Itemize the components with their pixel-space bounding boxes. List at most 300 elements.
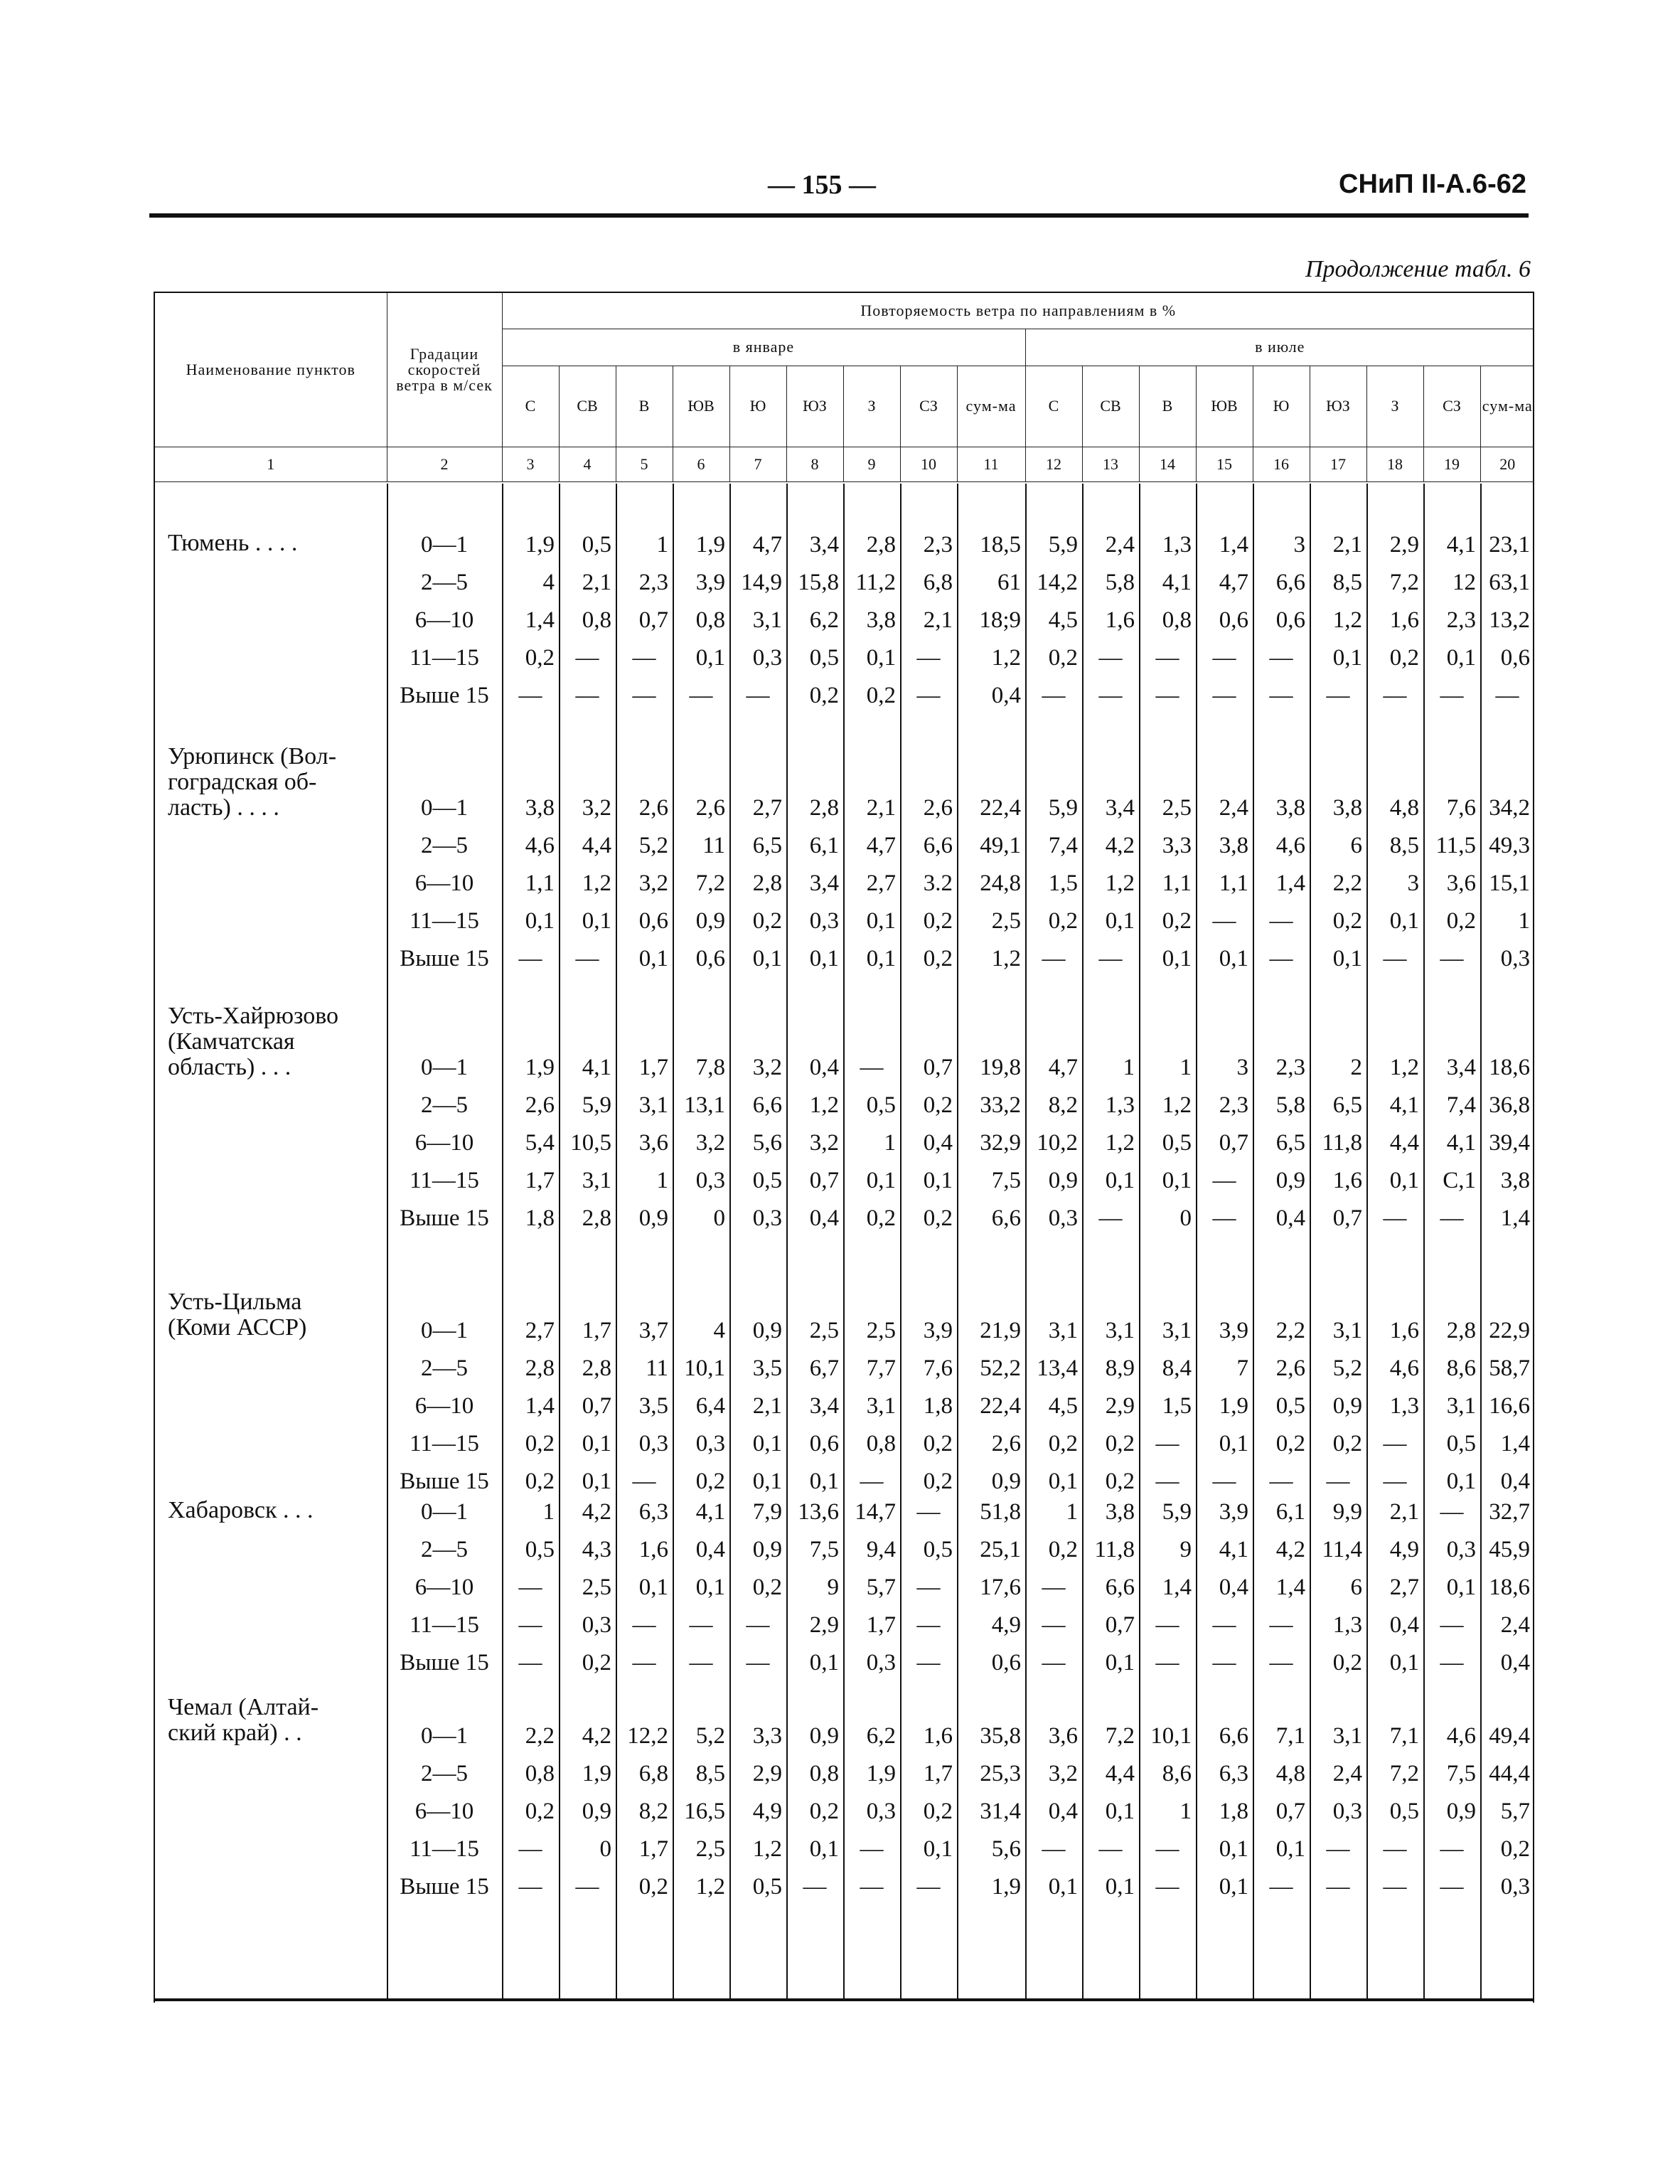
station-name: Усть-Хайрюзово (Камчатская область) . . . bbox=[168, 1003, 339, 1080]
value-cell: 1,6 bbox=[923, 1723, 953, 1749]
value-cell: 0,4 bbox=[1500, 1469, 1530, 1494]
value-cell: 4,2 bbox=[582, 1499, 611, 1525]
value-cell: 3,2 bbox=[752, 1055, 782, 1080]
value-cell: 0,5 bbox=[809, 645, 839, 671]
value-cell: 0,1 bbox=[1332, 645, 1362, 671]
value-cell: 1,2 bbox=[1389, 1055, 1419, 1080]
value-cell: 7,6 bbox=[1446, 795, 1476, 821]
value-cell: 5,9 bbox=[1048, 795, 1078, 821]
value-cell: — bbox=[860, 1874, 884, 1900]
value-cell: 3,1 bbox=[1105, 1318, 1135, 1343]
column-number: 14 bbox=[1139, 447, 1196, 481]
table-row bbox=[155, 1531, 1530, 1568]
value-cell: — bbox=[916, 1650, 941, 1676]
value-cell: 1,2 bbox=[991, 645, 1021, 671]
speed-gradation: 0—1 bbox=[421, 532, 468, 558]
value-cell: — bbox=[1212, 1469, 1236, 1494]
value-cell: 1 bbox=[656, 1168, 668, 1193]
value-cell: — bbox=[632, 1650, 656, 1676]
value-cell: 1,6 bbox=[1389, 607, 1419, 633]
value-cell: 0,1 bbox=[638, 1575, 668, 1600]
value-cell: 6,4 bbox=[695, 1393, 725, 1419]
value-cell: 4,6 bbox=[525, 833, 555, 858]
column-number: 1 bbox=[155, 447, 387, 481]
value-cell: — bbox=[1042, 1612, 1066, 1638]
value-cell: — bbox=[1212, 908, 1236, 934]
value-cell: 0,5 bbox=[1275, 1393, 1305, 1419]
table-row bbox=[155, 677, 1530, 714]
value-cell: 4,4 bbox=[1105, 1761, 1135, 1786]
table-row bbox=[155, 1200, 1530, 1237]
value-cell: 6,6 bbox=[752, 1092, 782, 1118]
value-cell: 0,1 bbox=[1389, 1168, 1419, 1193]
value-cell: 2,9 bbox=[1389, 532, 1419, 558]
value-cell: — bbox=[1098, 946, 1123, 971]
value-cell: 2,1 bbox=[923, 607, 953, 633]
value-cell: 0,1 bbox=[1219, 1874, 1248, 1900]
value-cell: 61 bbox=[997, 570, 1021, 595]
value-cell: 0,4 bbox=[991, 683, 1021, 708]
value-cell: 6,6 bbox=[1105, 1575, 1135, 1600]
table-row bbox=[155, 865, 1530, 902]
value-cell: 1,2 bbox=[582, 870, 611, 896]
value-cell: 0,2 bbox=[1332, 1650, 1362, 1676]
value-cell: 5,8 bbox=[1105, 570, 1135, 595]
value-cell: 5,9 bbox=[1162, 1499, 1192, 1525]
value-cell: — bbox=[1269, 1469, 1293, 1494]
value-cell: — bbox=[689, 1612, 713, 1638]
column-rule bbox=[1082, 484, 1084, 1998]
value-cell: 0,5 bbox=[752, 1168, 782, 1193]
value-cell: 2,3 bbox=[1446, 607, 1476, 633]
station-name: Урюпинск (Вол- гоградская об- ласть) . . . . bbox=[168, 743, 337, 821]
value-cell: 14,2 bbox=[1037, 570, 1078, 595]
value-cell: 0,2 bbox=[1105, 1469, 1135, 1494]
value-cell: 0,2 bbox=[923, 908, 953, 934]
value-cell: 3 bbox=[1293, 532, 1305, 558]
value-cell: 7,8 bbox=[695, 1055, 725, 1080]
value-cell: 3 bbox=[1236, 1055, 1248, 1080]
value-cell: 0,2 bbox=[923, 946, 953, 971]
table-row bbox=[155, 1425, 1530, 1462]
value-cell: 0,6 bbox=[1219, 607, 1248, 633]
speed-gradation: 2—5 bbox=[421, 1092, 468, 1118]
value-cell: 0,1 bbox=[1219, 1836, 1248, 1862]
value-cell: — bbox=[1440, 1650, 1464, 1676]
value-cell: — bbox=[1155, 1469, 1179, 1494]
value-cell: — bbox=[689, 683, 713, 708]
value-cell: — bbox=[1155, 1431, 1179, 1456]
value-cell: 3,9 bbox=[1219, 1318, 1248, 1343]
value-cell: 0 bbox=[713, 1205, 725, 1231]
speed-gradation: 2—5 bbox=[421, 1355, 468, 1381]
value-cell: 0,8 bbox=[809, 1761, 839, 1786]
value-cell: 0,4 bbox=[1048, 1799, 1078, 1824]
value-cell: 0,4 bbox=[695, 1537, 725, 1562]
jul-direction-header: СЗ bbox=[1423, 366, 1480, 447]
value-cell: — bbox=[632, 1612, 656, 1638]
value-cell: 1,4 bbox=[1275, 1575, 1305, 1600]
value-cell: 3,9 bbox=[695, 570, 725, 595]
table-row bbox=[155, 1087, 1530, 1124]
value-cell: 6,1 bbox=[1275, 1499, 1305, 1525]
value-cell: 3,4 bbox=[809, 532, 839, 558]
value-cell: 49,1 bbox=[980, 833, 1021, 858]
column-rule bbox=[957, 484, 958, 1998]
value-cell: 9,9 bbox=[1332, 1499, 1362, 1525]
value-cell: — bbox=[1326, 1469, 1350, 1494]
value-cell: 4,5 bbox=[1048, 607, 1078, 633]
value-cell: 0,2 bbox=[1048, 1537, 1078, 1562]
value-cell: 3,7 bbox=[638, 1318, 668, 1343]
speed-gradation: 6—10 bbox=[414, 1130, 474, 1156]
value-cell: 0,9 bbox=[752, 1318, 782, 1343]
value-cell: 3,3 bbox=[1162, 833, 1192, 858]
value-cell: — bbox=[916, 645, 941, 671]
value-cell: 25,1 bbox=[980, 1537, 1021, 1562]
column-rule bbox=[1310, 484, 1311, 1998]
value-cell: С,1 bbox=[1443, 1168, 1476, 1193]
value-cell: — bbox=[1383, 1836, 1407, 1862]
value-cell: 4,9 bbox=[752, 1799, 782, 1824]
value-cell: 1,7 bbox=[582, 1318, 611, 1343]
value-cell: 0,7 bbox=[582, 1393, 611, 1419]
speed-gradation: 0—1 bbox=[421, 1499, 468, 1525]
value-cell: 19,8 bbox=[980, 1055, 1021, 1080]
table-row bbox=[155, 1049, 1530, 1086]
value-cell: 0,3 bbox=[1446, 1537, 1476, 1562]
value-cell: 2,5 bbox=[991, 908, 1021, 934]
column-rule bbox=[1366, 484, 1368, 1998]
value-cell: 0,1 bbox=[866, 908, 896, 934]
value-cell: 0,2 bbox=[809, 683, 839, 708]
value-cell: 6,5 bbox=[1275, 1130, 1305, 1156]
value-cell: — bbox=[518, 1575, 542, 1600]
header-rule bbox=[149, 213, 1529, 218]
value-cell: 32,7 bbox=[1489, 1499, 1530, 1525]
value-cell: — bbox=[1440, 1499, 1464, 1525]
value-cell: 3,1 bbox=[866, 1393, 896, 1419]
value-cell: 6,1 bbox=[809, 833, 839, 858]
value-cell: 7 bbox=[1236, 1355, 1248, 1381]
value-cell: 0,1 bbox=[695, 1575, 725, 1600]
value-cell: — bbox=[803, 1874, 827, 1900]
table-row bbox=[155, 602, 1530, 639]
value-cell: 2,4 bbox=[1332, 1761, 1362, 1786]
value-cell: — bbox=[1326, 1836, 1350, 1862]
speed-gradation: Выше 15 bbox=[400, 946, 489, 971]
value-cell: — bbox=[518, 1612, 542, 1638]
speed-gradation: 6—10 bbox=[414, 607, 474, 633]
value-cell: — bbox=[1212, 1650, 1236, 1676]
value-cell: 2,8 bbox=[582, 1355, 611, 1381]
column-number: 7 bbox=[729, 447, 786, 481]
value-cell: 1,5 bbox=[1162, 1393, 1192, 1419]
value-cell: 1,4 bbox=[1275, 870, 1305, 896]
value-cell: 0,1 bbox=[752, 1431, 782, 1456]
speed-gradation: 0—1 bbox=[421, 795, 468, 821]
value-cell: 52,2 bbox=[980, 1355, 1021, 1381]
table-row bbox=[155, 902, 1530, 939]
value-cell: 15,1 bbox=[1489, 870, 1530, 896]
speed-gradation: 11—15 bbox=[410, 1168, 479, 1193]
value-cell: 0,2 bbox=[525, 1799, 555, 1824]
column-number: 3 bbox=[502, 447, 559, 481]
value-cell: 1,9 bbox=[991, 1874, 1021, 1900]
value-cell: 0,4 bbox=[1219, 1575, 1248, 1600]
speed-gradation: 6—10 bbox=[414, 870, 474, 896]
value-cell: — bbox=[1326, 1874, 1350, 1900]
value-cell: 10,1 bbox=[1150, 1723, 1192, 1749]
jul-direction-header: сум-ма bbox=[1480, 366, 1534, 447]
value-cell: 7,5 bbox=[1446, 1761, 1476, 1786]
value-cell: — bbox=[860, 1469, 884, 1494]
value-cell: 0,1 bbox=[752, 1469, 782, 1494]
value-cell: 0,1 bbox=[1219, 946, 1248, 971]
column-number: 5 bbox=[616, 447, 673, 481]
value-cell: 0,3 bbox=[1332, 1799, 1362, 1824]
value-cell: 58,7 bbox=[1489, 1355, 1530, 1381]
value-cell: 9 bbox=[1179, 1537, 1192, 1562]
value-cell: 3,8 bbox=[525, 795, 555, 821]
value-cell: — bbox=[1440, 683, 1464, 708]
value-cell: 31,4 bbox=[980, 1799, 1021, 1824]
value-cell: 2,1 bbox=[866, 795, 896, 821]
value-cell: 1,3 bbox=[1162, 532, 1192, 558]
value-cell: 0,8 bbox=[695, 607, 725, 633]
value-cell: 13,1 bbox=[684, 1092, 725, 1118]
value-cell: 4,9 bbox=[991, 1612, 1021, 1638]
column-number: 15 bbox=[1196, 447, 1253, 481]
value-cell: — bbox=[1383, 946, 1407, 971]
value-cell: 1,4 bbox=[1500, 1205, 1530, 1231]
value-cell: 3,2 bbox=[1048, 1761, 1078, 1786]
column-number: 6 bbox=[673, 447, 729, 481]
value-cell: 3,8 bbox=[1275, 795, 1305, 821]
value-cell: 6,3 bbox=[1219, 1761, 1248, 1786]
value-cell: 4,7 bbox=[1048, 1055, 1078, 1080]
value-cell: 1,4 bbox=[525, 1393, 555, 1419]
value-cell: 6,2 bbox=[809, 607, 839, 633]
jul-direction-header: СВ bbox=[1082, 366, 1139, 447]
value-cell: 3,8 bbox=[1500, 1168, 1530, 1193]
value-cell: 2,3 bbox=[1219, 1092, 1248, 1118]
value-cell: 49,4 bbox=[1489, 1723, 1530, 1749]
value-cell: 1,4 bbox=[525, 607, 555, 633]
value-cell: 0,9 bbox=[809, 1723, 839, 1749]
speed-gradation: Выше 15 bbox=[400, 1469, 489, 1494]
value-cell: 7,2 bbox=[1389, 1761, 1419, 1786]
value-cell: — bbox=[860, 1055, 884, 1080]
value-cell: 0,1 bbox=[866, 1168, 896, 1193]
value-cell: 3,2 bbox=[695, 1130, 725, 1156]
value-cell: 4,6 bbox=[1446, 1723, 1476, 1749]
column-number: 13 bbox=[1082, 447, 1139, 481]
table-row bbox=[155, 1387, 1530, 1424]
table-row bbox=[155, 1755, 1530, 1792]
value-cell: 1,2 bbox=[752, 1836, 782, 1862]
value-cell: 1 bbox=[1123, 1055, 1135, 1080]
column-rule bbox=[900, 484, 901, 1998]
value-cell: 0,1 bbox=[582, 1431, 611, 1456]
value-cell: — bbox=[1155, 1650, 1179, 1676]
value-cell: 6,6 bbox=[1219, 1723, 1248, 1749]
value-cell: 0,9 bbox=[1275, 1168, 1305, 1193]
value-cell: 4,9 bbox=[1389, 1537, 1419, 1562]
value-cell: 0,2 bbox=[923, 1431, 953, 1456]
value-cell: 0,4 bbox=[1389, 1612, 1419, 1638]
column-rule bbox=[1423, 484, 1425, 1998]
value-cell: — bbox=[1269, 645, 1293, 671]
value-cell: — bbox=[1042, 1650, 1066, 1676]
table-row bbox=[155, 526, 1530, 563]
column-rule bbox=[1480, 484, 1482, 1998]
value-cell: 0,7 bbox=[1275, 1799, 1305, 1824]
column-number: 18 bbox=[1366, 447, 1423, 481]
table-row bbox=[155, 940, 1530, 977]
value-cell: 2,6 bbox=[695, 795, 725, 821]
value-cell: 3,5 bbox=[752, 1355, 782, 1381]
value-cell: 2,3 bbox=[638, 570, 668, 595]
value-cell: — bbox=[1440, 1205, 1464, 1231]
value-cell: 0,6 bbox=[1500, 645, 1530, 671]
column-number: 11 bbox=[957, 447, 1025, 481]
value-cell: 1,1 bbox=[525, 870, 555, 896]
speed-gradation: Выше 15 bbox=[400, 683, 489, 708]
value-cell: — bbox=[1098, 683, 1123, 708]
jan-direction-header: В bbox=[616, 366, 673, 447]
value-cell: 2,2 bbox=[1275, 1318, 1305, 1343]
value-cell: 3,1 bbox=[752, 607, 782, 633]
value-cell: — bbox=[1098, 1205, 1123, 1231]
value-cell: 0,7 bbox=[1332, 1205, 1362, 1231]
value-cell: — bbox=[916, 1499, 941, 1525]
value-cell: 1,2 bbox=[695, 1874, 725, 1900]
value-cell: 0,7 bbox=[1105, 1612, 1135, 1638]
value-cell: — bbox=[746, 1612, 770, 1638]
value-cell: 4,7 bbox=[752, 532, 782, 558]
value-cell: 2,8 bbox=[525, 1355, 555, 1381]
station-name: Хабаровск . . . bbox=[168, 1497, 314, 1523]
value-cell: 7,1 bbox=[1275, 1723, 1305, 1749]
value-cell: 2,7 bbox=[1389, 1575, 1419, 1600]
value-cell: 1,7 bbox=[866, 1612, 896, 1638]
value-cell: 7,2 bbox=[1105, 1723, 1135, 1749]
column-rule bbox=[616, 484, 617, 1998]
value-cell: 3,3 bbox=[752, 1723, 782, 1749]
value-cell: 3,1 bbox=[1162, 1318, 1192, 1343]
value-cell: 33,2 bbox=[980, 1092, 1021, 1118]
value-cell: 0,1 bbox=[923, 1168, 953, 1193]
value-cell: 0,1 bbox=[866, 645, 896, 671]
value-cell: 14,7 bbox=[855, 1499, 896, 1525]
value-cell: 0,6 bbox=[638, 908, 668, 934]
value-cell: 0,2 bbox=[1332, 908, 1362, 934]
column-number: 16 bbox=[1253, 447, 1310, 481]
value-cell: 8,6 bbox=[1162, 1761, 1192, 1786]
value-cell: 7,4 bbox=[1048, 833, 1078, 858]
value-cell: 0,9 bbox=[752, 1537, 782, 1562]
value-cell: — bbox=[518, 683, 542, 708]
value-cell: — bbox=[746, 683, 770, 708]
value-cell: — bbox=[916, 1612, 941, 1638]
col-name-header: Наименование пунктов bbox=[155, 293, 387, 447]
value-cell: 21,9 bbox=[980, 1318, 1021, 1343]
value-cell: 0,1 bbox=[1446, 1469, 1476, 1494]
value-cell: 0,1 bbox=[1105, 1168, 1135, 1193]
value-cell: 11 bbox=[702, 833, 725, 858]
value-cell: 1 bbox=[1066, 1499, 1078, 1525]
value-cell: 0,2 bbox=[923, 1092, 953, 1118]
value-cell: 2,5 bbox=[582, 1575, 611, 1600]
value-cell: 0,1 bbox=[1219, 1431, 1248, 1456]
value-cell: — bbox=[1212, 1168, 1236, 1193]
value-cell: 4,2 bbox=[1105, 833, 1135, 858]
value-cell: 1,6 bbox=[1105, 607, 1135, 633]
value-cell: 3,6 bbox=[1446, 870, 1476, 896]
value-cell: — bbox=[1326, 683, 1350, 708]
value-cell: 3,2 bbox=[809, 1130, 839, 1156]
value-cell: 6,8 bbox=[638, 1761, 668, 1786]
value-cell: 3,8 bbox=[866, 607, 896, 633]
value-cell: 0,2 bbox=[582, 1650, 611, 1676]
value-cell: 0,1 bbox=[809, 946, 839, 971]
jan-direction-header: ЮВ bbox=[673, 366, 729, 447]
value-cell: 0,7 bbox=[923, 1055, 953, 1080]
value-cell: 36,8 bbox=[1489, 1092, 1530, 1118]
value-cell: 2,9 bbox=[1105, 1393, 1135, 1419]
speed-gradation: 6—10 bbox=[414, 1393, 474, 1419]
value-cell: 4,3 bbox=[582, 1537, 611, 1562]
value-cell: 4,7 bbox=[1219, 570, 1248, 595]
value-cell: 6,3 bbox=[638, 1499, 668, 1525]
value-cell: 2,2 bbox=[525, 1723, 555, 1749]
value-cell: 6,5 bbox=[752, 833, 782, 858]
value-cell: 0,2 bbox=[1389, 645, 1419, 671]
column-rule bbox=[387, 484, 388, 1998]
value-cell: 8,5 bbox=[1332, 570, 1362, 595]
value-cell: 0 bbox=[1179, 1205, 1192, 1231]
value-cell: 8,5 bbox=[1389, 833, 1419, 858]
value-cell: — bbox=[1269, 1612, 1293, 1638]
value-cell: 0,3 bbox=[1048, 1205, 1078, 1231]
value-cell: 3,4 bbox=[1446, 1055, 1476, 1080]
value-cell: 32,9 bbox=[980, 1130, 1021, 1156]
value-cell: 0,4 bbox=[809, 1205, 839, 1231]
column-rule bbox=[1253, 484, 1254, 1998]
value-cell: 7,9 bbox=[752, 1499, 782, 1525]
value-cell: 3,8 bbox=[1219, 833, 1248, 858]
jan-direction-header: ЮЗ bbox=[786, 366, 843, 447]
value-cell: 11,8 bbox=[1322, 1130, 1362, 1156]
jul-direction-header: ЮЗ bbox=[1310, 366, 1366, 447]
value-cell: 1 bbox=[1179, 1055, 1192, 1080]
value-cell: 4,7 bbox=[866, 833, 896, 858]
value-cell: 2 bbox=[1350, 1055, 1362, 1080]
value-cell: 45,9 bbox=[1489, 1537, 1530, 1562]
value-cell: — bbox=[1269, 946, 1293, 971]
value-cell: 34,2 bbox=[1489, 795, 1530, 821]
value-cell: 0,2 bbox=[923, 1799, 953, 1824]
value-cell: 7,5 bbox=[809, 1537, 839, 1562]
value-cell: 0,5 bbox=[1389, 1799, 1419, 1824]
speed-gradation: 2—5 bbox=[421, 1761, 468, 1786]
value-cell: 0,5 bbox=[582, 532, 611, 558]
value-cell: — bbox=[1155, 1612, 1179, 1638]
value-cell: 0,2 bbox=[1048, 908, 1078, 934]
value-cell: 0,4 bbox=[1500, 1650, 1530, 1676]
value-cell: 0,2 bbox=[1162, 908, 1192, 934]
